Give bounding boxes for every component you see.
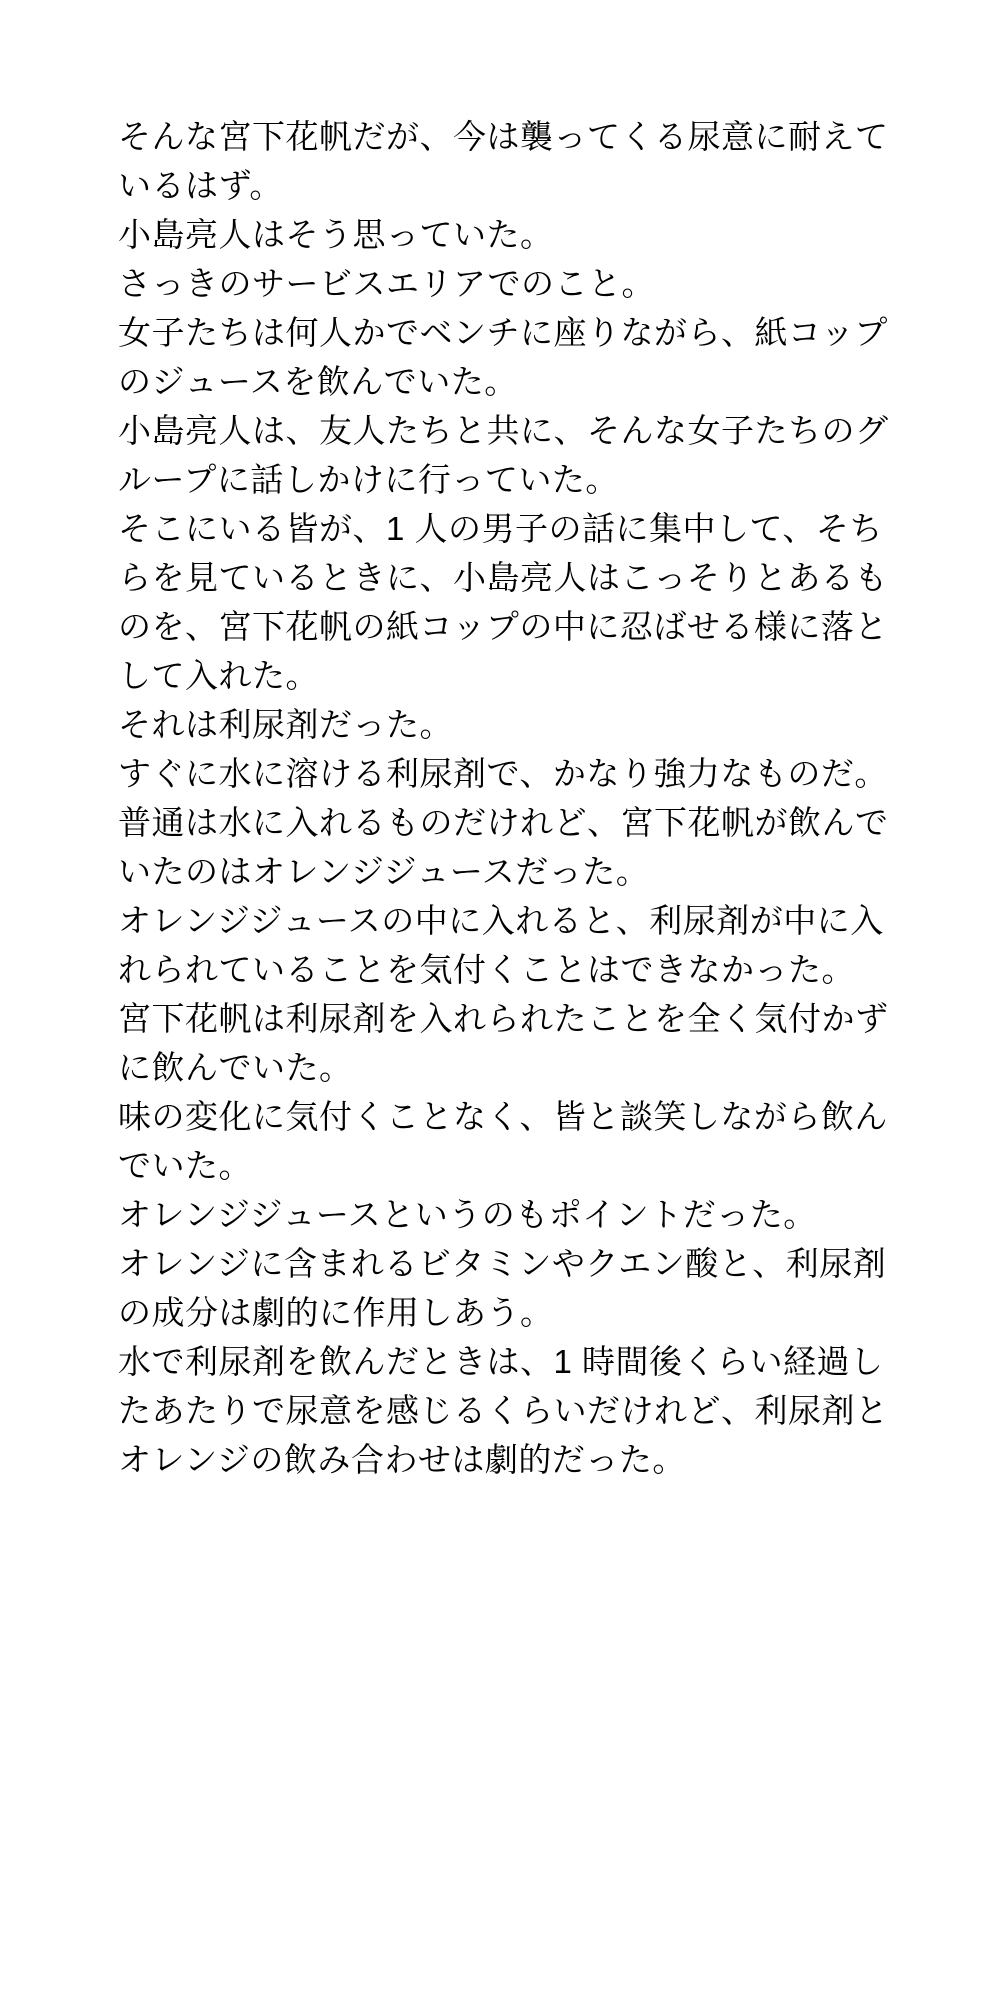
paragraph: オレンジに含まれるビタミンやクエン酸と、利尿剤の成分は劇的に作用しあう。 bbox=[118, 1245, 887, 1331]
paragraph: 女子たちは何人かでベンチに座りながら、紙コップのジュースを飲んでいた。 bbox=[118, 314, 888, 400]
paragraph: 小島亮人は、友人たちと共に、そんな女子たちのグループに話しかけに行っていた。 bbox=[118, 412, 889, 498]
paragraph: それは利尿剤だった。 bbox=[118, 706, 453, 743]
paragraph: 味の変化に気付くことなく、皆と談笑しながら飲んでいた。 bbox=[118, 1098, 888, 1184]
paragraph: オレンジジュースというのもポイントだった。 bbox=[118, 1196, 817, 1233]
paragraph: 宮下花帆は利尿剤を入れられたことを全く気付かずに飲んでいた。 bbox=[118, 1000, 889, 1086]
document-text-body bbox=[118, 112, 890, 1484]
paragraph: オレンジジュースの中に入れると、利尿剤が中に入れられていることを気付くことはできなかった。 bbox=[118, 902, 884, 988]
paragraph: 水で利尿剤を飲んだときは、1 時間後くらい経過したあたりで尿意を感じるくらいだけれど、利尿剤とオレンジの飲み合わせは劇的だった。 bbox=[118, 1343, 889, 1478]
paragraph: さっきのサービスエリアでのこと。 bbox=[118, 265, 655, 302]
paragraph: すぐに水に溶ける利尿剤で、かなり強力なものだ。 bbox=[118, 755, 888, 792]
paragraph: 小島亮人はそう思っていた。 bbox=[118, 216, 554, 253]
paragraph: そんな宮下花帆だが、今は襲ってくる尿意に耐えているはず。 bbox=[118, 118, 889, 204]
paragraph: そこにいる皆が、1 人の男子の話に集中して、そちらを見ているときに、小島亮人はこっそりとあるものを、宮下花帆の紙コップの中に忍ばせる様に落として入れた。 bbox=[118, 510, 888, 694]
paragraph: 普通は水に入れるものだけれど、宮下花帆が飲んでいたのはオレンジジュースだった。 bbox=[118, 804, 889, 890]
